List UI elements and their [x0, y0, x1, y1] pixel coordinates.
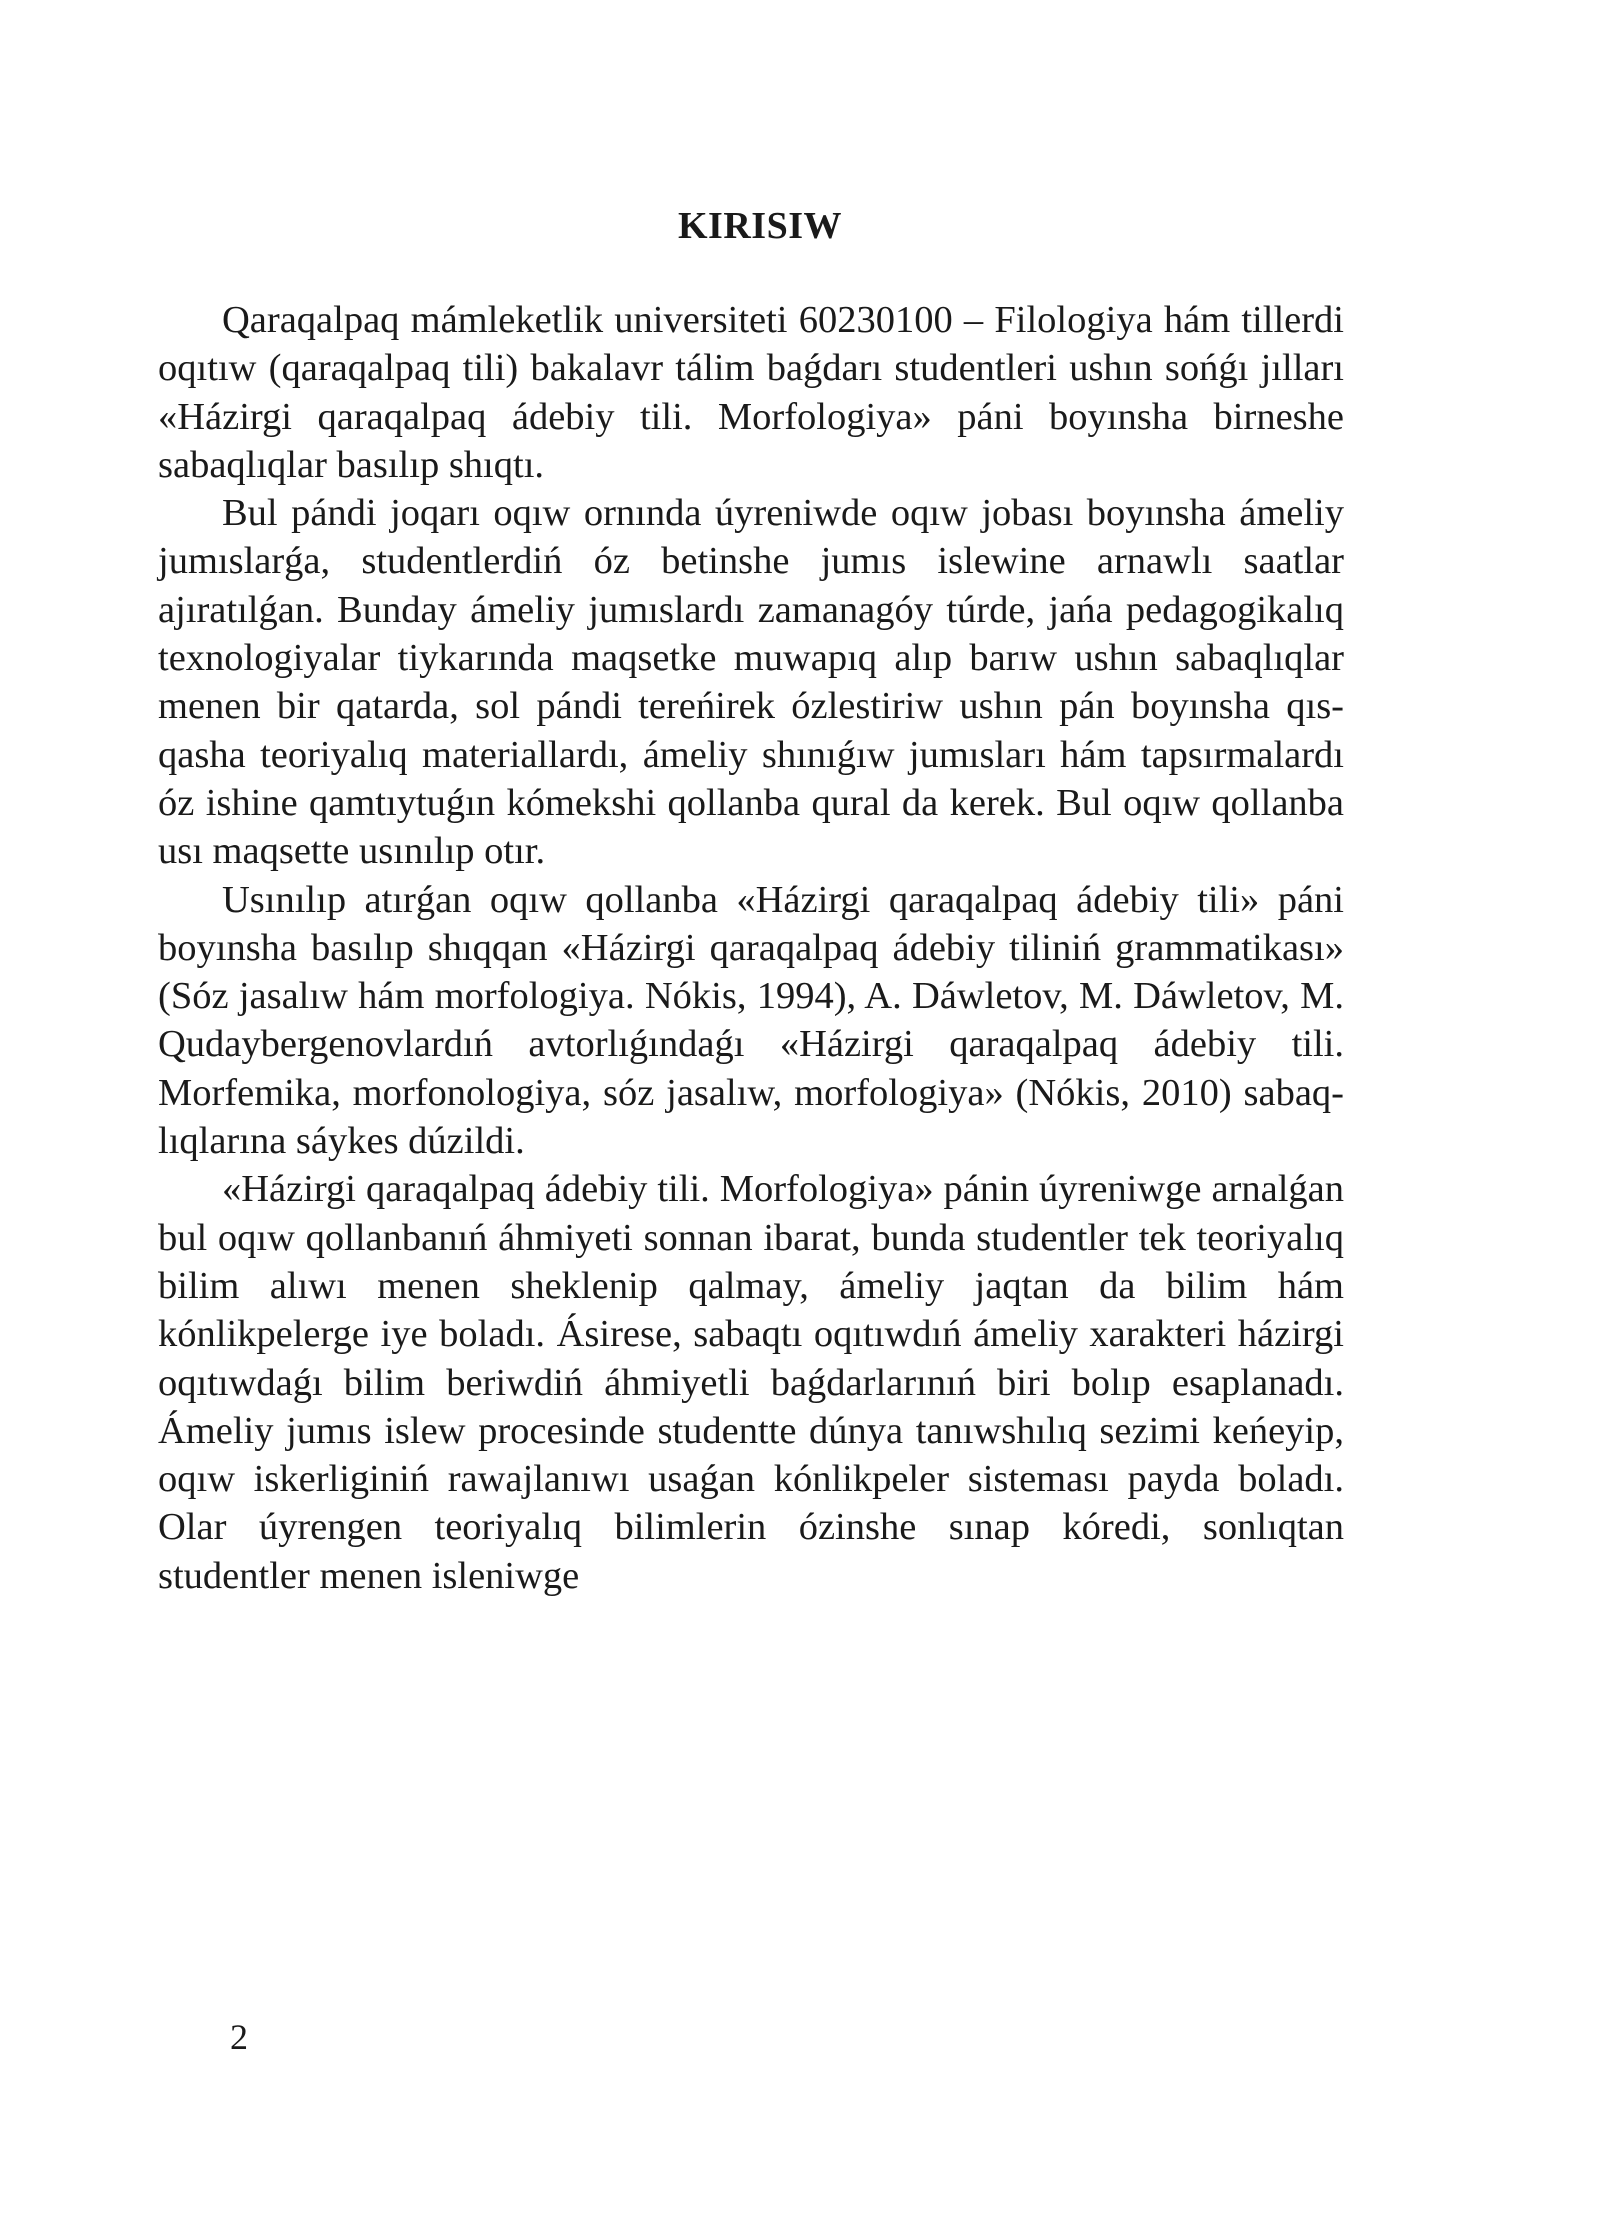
- paragraph-3: Usınılıp atırǵan oqıw qollanba «Házirgi qaraqalpaq ádebiy tili» páni boyınsha basılıp shıqqan «Házirgi qaraqalpaq ádebiy tiliniń grammatikası» (Sóz jasalıw hám morfologiya. Nókis, 1994), A. Dáwletov, M. Dáwletov, M. Qudaybergenovlardıń avtorlıǵındaǵı «Házirgi qaraqalpaq ádebiy tili. Morfemika, morfonologiya, sóz jasalıw, morfologiya» (Nókis, 2010) sabaqlıqlarına sáykes dúzildi.: [158, 878, 1344, 1163]
- paragraph-4: «Házirgi qaraqalpaq ádebiy tili. Morfologiya» pánin úyreniwge arnalǵan bul oqıw qollanbanıń áhmiyeti sonnan ibarat, bunda studentler tek teoriyalıq bilim alıwı menen sheklenip qalmay, ámeliy jaqtan da bilim hám kónlikpelerge iye boladı. Ásirese, sabaqtı oqıtıwdıń ámeliy xarakteri házirgi oqıtıwdaǵı bilim beriwdiń áhmiyetli baǵdarlarınıń biri bolıp esaplanadı. Ámeliy jumıs islew procesinde studentte dúnya tanıwshılıq sezimi keńeyip, oqıw iskerliginiń rawajlanıwı usaǵan kónlikpeler sisteması payda boladı. Olar úyrengen teoriyalıq bilimlerin ózinshe sınap kóredi, sonlıqtan studentler menen isleniwge: [158, 1168, 1344, 1597]
- page-title: KIRISIW: [678, 205, 842, 247]
- page-number: 2: [230, 2017, 248, 2057]
- body-text: [158, 296, 1344, 1600]
- paragraph-2: Bul pándi joqarı oqıw ornında úyreniwde oqıw jobası boyınsha ámeliy jumıslarǵa, studentlerdiń óz betinshe jumıs islewine arnawlı saatlar ajıratılǵan. Bunday ámeliy jumıslardı zamanagóy túrde, jańa pedagogikalıq texnologiyalar tiykarında maqsetke muwapıq alıp barıw ushın sabaqlıqlar menen bir qatarda, sol pándi tereńirek ózlestiriw ushın pán boyınsha qısqasha teoriyalıq materiallardı, ámeliy shınıǵıw jumısları hám tapsırmalardı óz ishine qamtıytuǵın kómekshi qollanba qural da kerek. Bul oqıw qollanba usı maqsette usınılıp otır.: [158, 492, 1344, 873]
- paragraph-1: Qaraqalpaq mámleketlik universiteti 60230100 – Filologiya hám tillerdi oqıtıw (qaraqalpaq tili) bakalavr tálim baǵdarı studentleri ushın sońǵı jılları «Házirgi qaraqalpaq ádebiy tili. Morfologiya» páni boyınsha birneshe sabaqlıqlar basılıp shıqtı.: [158, 299, 1344, 486]
